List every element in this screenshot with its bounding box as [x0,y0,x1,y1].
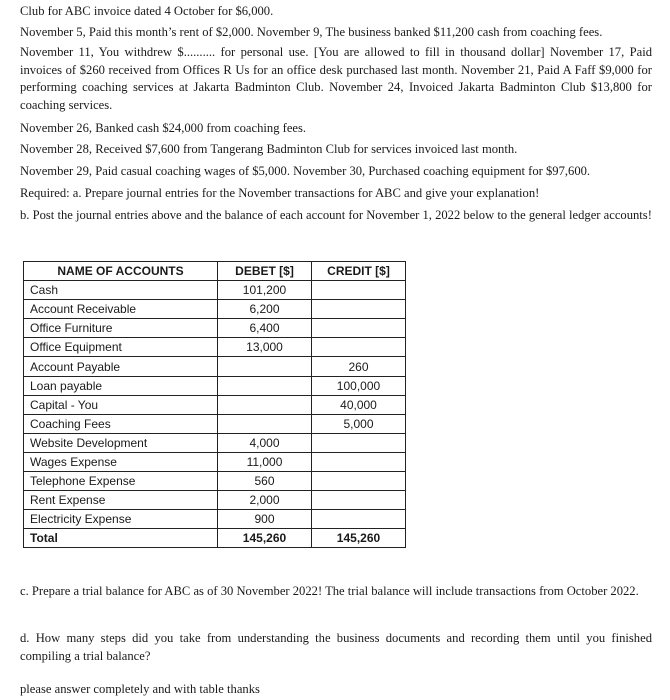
cell-credit [312,319,406,338]
table-row [24,319,406,338]
cell-name: Loan payable [24,376,218,395]
cell-name: Capital - You [24,395,218,414]
cell-debit [218,376,312,395]
cell-debit [218,395,312,414]
paragraph-required-c: c. Prepare a trial balance for ABC as of 30 November 2022! The trial balance will include transactions from October 2022. [20,584,639,598]
table-row [24,338,406,357]
paragraph-club-invoice: Club for ABC invoice dated 4 October for $6,000. [20,4,274,18]
table-body [24,281,406,548]
cell-debit: 13,000 [218,338,312,357]
cell-debit: 560 [218,472,312,491]
cell-debit: 900 [218,510,312,529]
cell-debit: 11,000 [218,452,312,471]
cell-debit: 6,400 [218,319,312,338]
paragraph-required-a: Required: a. Prepare journal entries for the November transactions for ABC and give your explanation! [20,186,540,200]
table-row [24,300,406,319]
cell-debit: 4,000 [218,433,312,452]
table-row [24,433,406,452]
cell-credit [312,491,406,510]
cell-name: Rent Expense [24,491,218,510]
table-row [24,357,406,376]
table-row [24,452,406,471]
cell-name: Wages Expense [24,452,218,471]
paragraph-november-29: November 29, Paid casual coaching wages of $5,000. November 30, Purchased coaching equipment for $97,600. [20,164,591,178]
cell-name: Account Receivable [24,300,218,319]
cell-credit [312,300,406,319]
table-row [24,414,406,433]
table-row [24,376,406,395]
cell-name: Coaching Fees [24,414,218,433]
cell-credit: 40,000 [312,395,406,414]
table-row [24,510,406,529]
accounts-balance-table [23,261,406,548]
cell-name: Account Payable [24,357,218,376]
paragraph-required-d: d. How many steps did you take from understanding the business documents and recording them until you finished compiling a trial balance? [20,631,652,663]
cell-credit [312,452,406,471]
table-row [24,395,406,414]
cell-credit [312,472,406,491]
paragraph-november-5: November 5, Paid this month’s rent of $2,000. November 9, The business banked $11,200 cash from coaching fees. [20,25,603,39]
cell-name: Telephone Expense [24,472,218,491]
table-row [24,491,406,510]
cell-debit: 2,000 [218,491,312,510]
paragraph-november-26: November 26, Banked cash $24,000 from coaching fees. [20,121,307,135]
cell-name: Office Furniture [24,319,218,338]
header-name-of-accounts: NAME OF ACCOUNTS [24,262,218,281]
accounts-table-wrapper [23,261,406,548]
cell-credit [312,338,406,357]
cell-name: Website Development [24,433,218,452]
cell-debit: 6,200 [218,300,312,319]
paragraph-closing-request: please answer completely and with table thanks [20,682,260,696]
cell-credit [312,510,406,529]
table-row [24,281,406,300]
total-cell-credit: 145,260 [312,529,406,548]
table-total-row [24,529,406,548]
paragraph-november-11: November 11, You withdrew $.......... for personal use. [You are allowed to fill in thousand dollar] November 17, Paid invoices of $260 received from Offices R Us for an office desk purchased last month. November 21, Paid A Faff $9,000 for performing coaching services at Jakarta Badminton Club. November 24, Invoiced Jakarta Badminton Club $13,800 for coaching services. [20,45,652,112]
cell-credit [312,433,406,452]
cell-name: Electricity Expense [24,510,218,529]
cell-debit: 101,200 [218,281,312,300]
paragraph-required-b: b. Post the journal entries above and the balance of each account for November 1, 2022 below to the general ledger accounts! [20,208,652,222]
cell-name: Office Equipment [24,338,218,357]
cell-name: Cash [24,281,218,300]
table-row [24,472,406,491]
header-credit: CREDIT [$] [312,262,406,281]
cell-credit: 260 [312,357,406,376]
total-cell-debit: 145,260 [218,529,312,548]
cell-debit [218,414,312,433]
paragraph-november-28: November 28, Received $7,600 from Tangerang Badminton Club for services invoiced last month. [20,142,518,156]
table-header-row [24,262,406,281]
header-debit: DEBET [$] [218,262,312,281]
cell-credit: 100,000 [312,376,406,395]
cell-debit [218,357,312,376]
cell-credit [312,281,406,300]
total-cell-name: Total [24,529,218,548]
cell-credit: 5,000 [312,414,406,433]
